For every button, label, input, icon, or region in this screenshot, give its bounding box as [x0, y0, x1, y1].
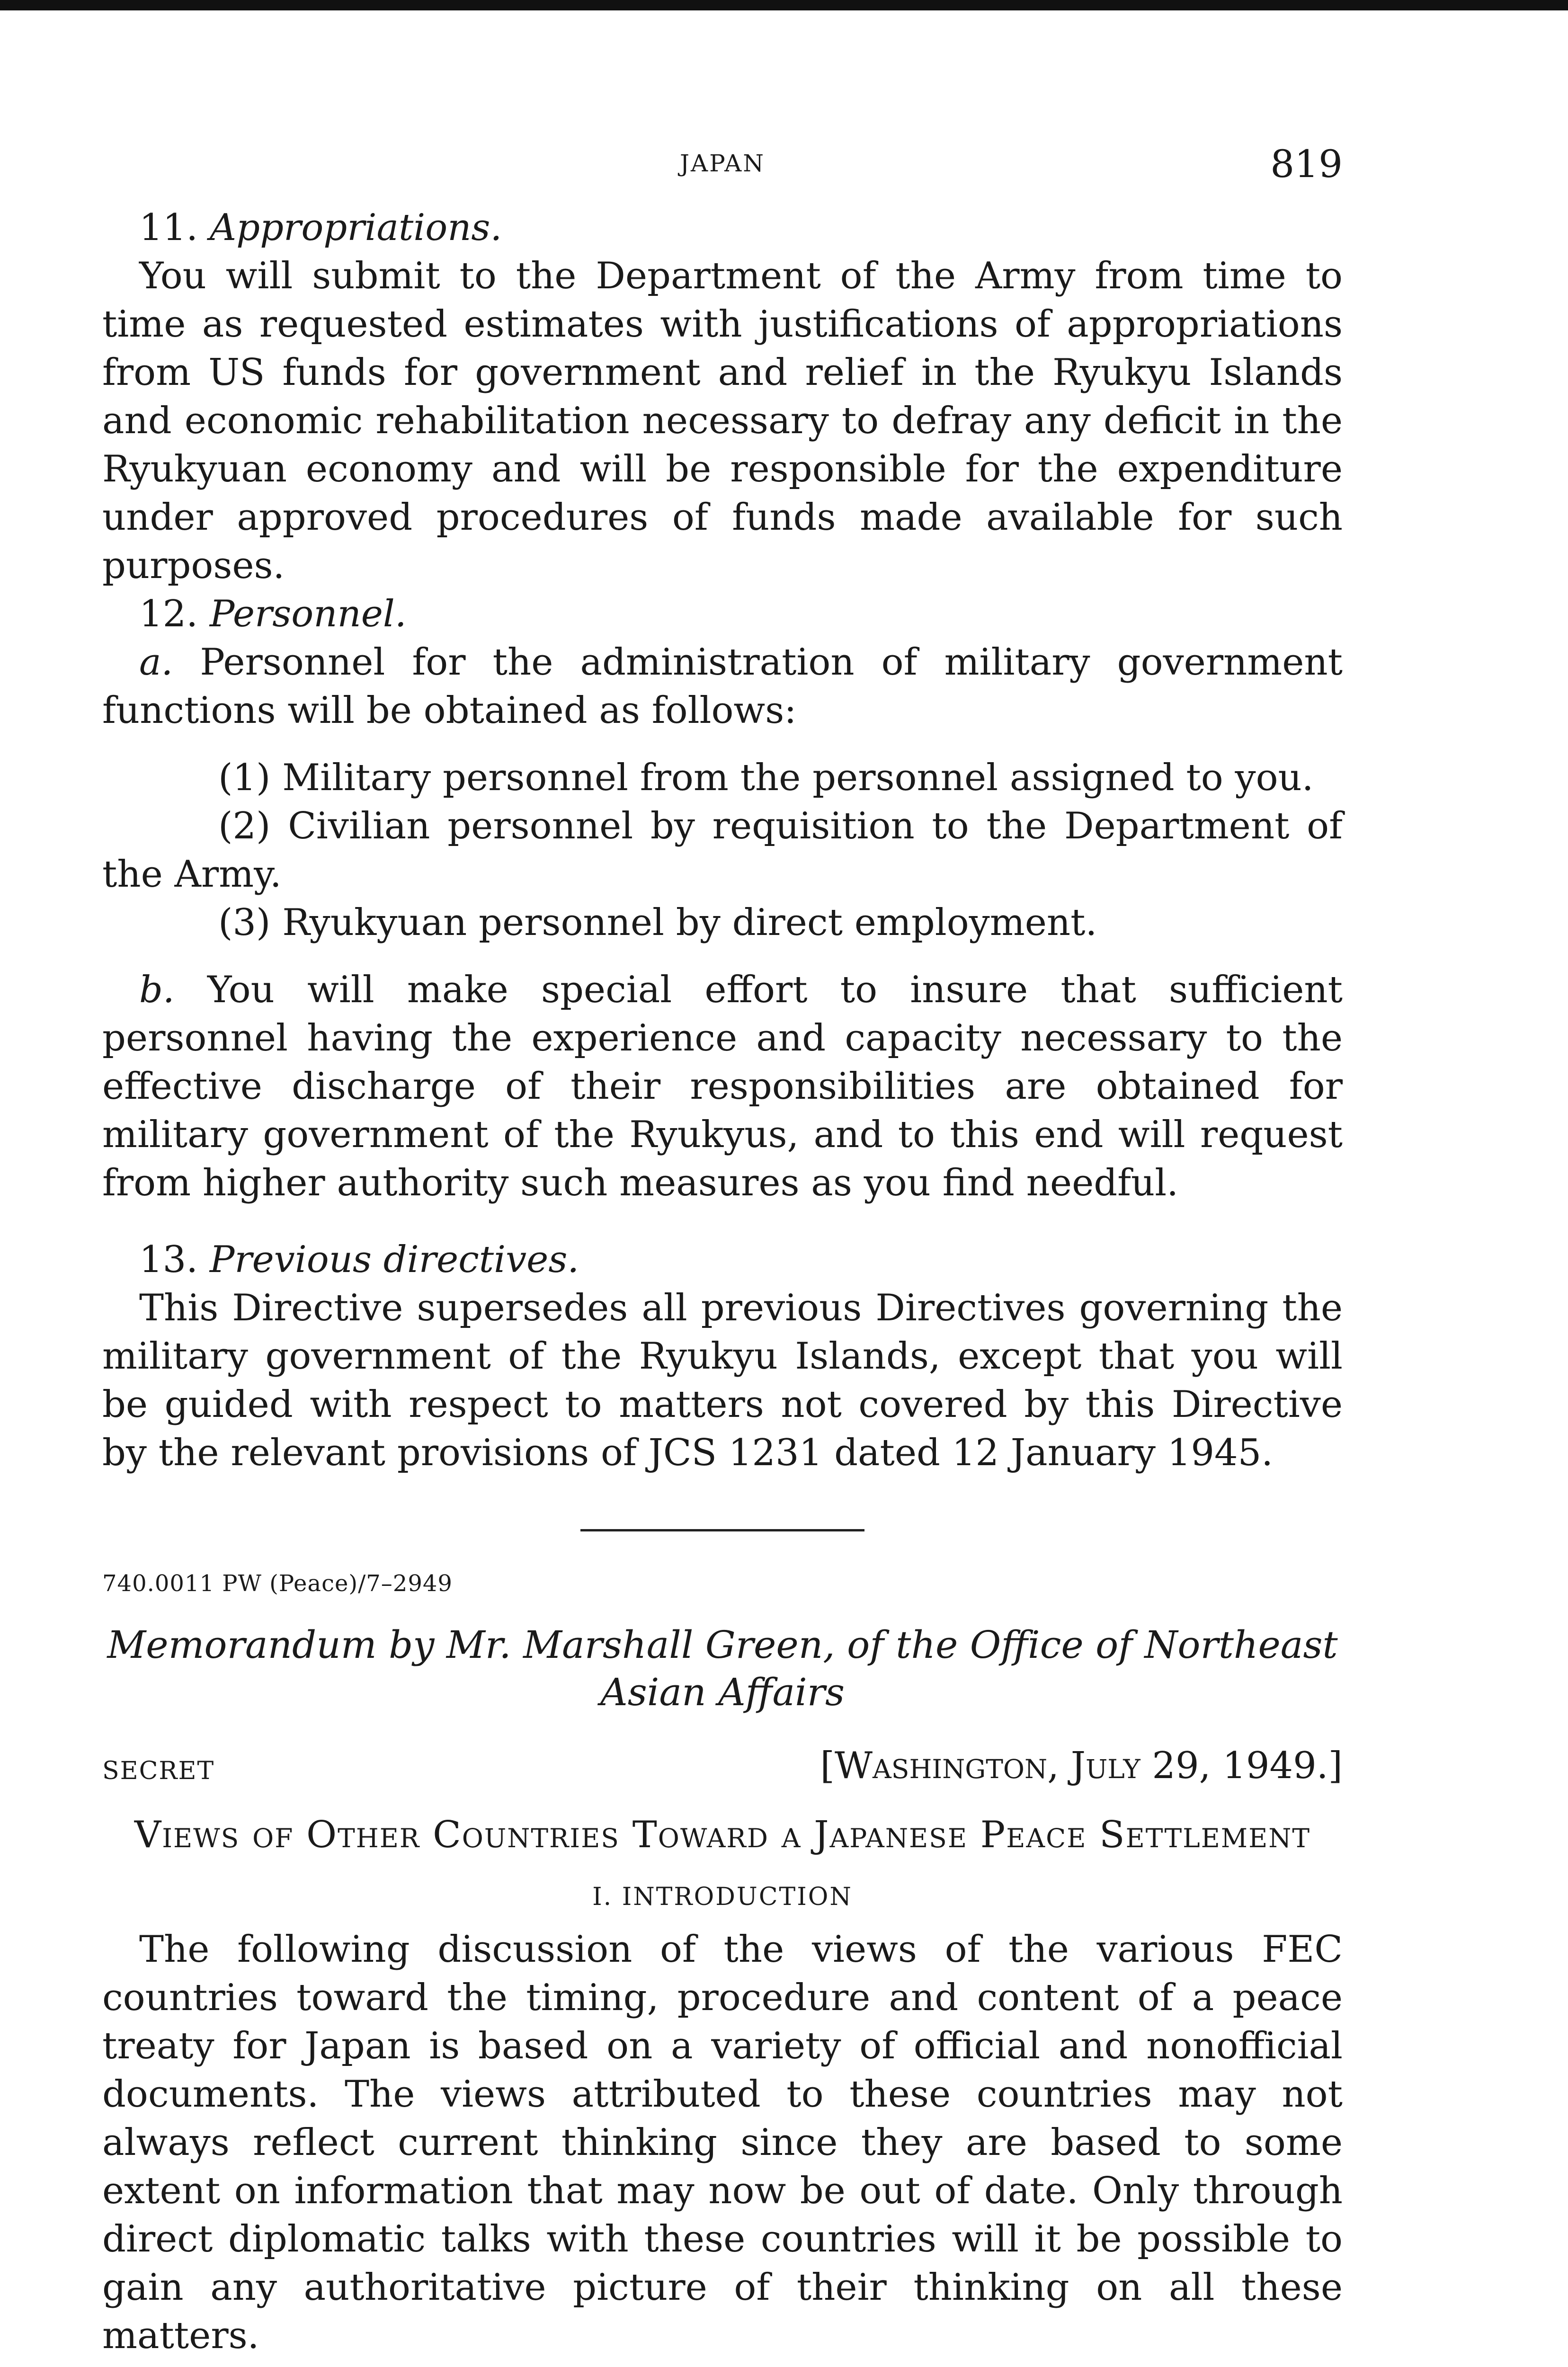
running-head-title: JAPAN [679, 150, 766, 177]
section-12-number: 12. [139, 593, 198, 635]
list-item-1: (1) Military personnel from the personnel assigned to you. [218, 756, 1314, 799]
section-11-heading [102, 204, 1343, 252]
section-12-a-paragraph [102, 638, 1343, 735]
list-item-2: (2) Civilian personnel by requisition to the Department of the Army. [102, 805, 1343, 896]
section-12-b-paragraph [102, 966, 1343, 1207]
section-13-title: Previous directives. [209, 1238, 579, 1281]
memo-paragraph-1: The following discussion of the views of the various FEC countries toward the timing, procedure and content of a peace treaty for Japan is based on a variety of official and nonofficial documents. The views attributed to these countries may not always reflect current thinking since they are based to some extent on information that may now be out of date. Only through direct diplomatic talks with these countries will it be possible to gain any authoritative picture of their thinking on all these matters. [102, 1928, 1343, 2357]
section-11-body: You will submit to the Department of the Army from time to time as requested estimates with justifications of appropriations from US funds for government and relief in the Ryukyu Islands and economic rehabilitation necessary to defray any deficit in the Ryukyuan economy and will be responsible for the expenditure under approved procedures of funds made available for such purposes. [102, 255, 1343, 587]
page-number: 819 [1270, 142, 1343, 186]
section-divider [580, 1529, 864, 1531]
memo-title: Memorandum by Mr. Marshall Green, of the Office of Northeast Asian Affairs [107, 1623, 1338, 1714]
top-border-rule [0, 0, 1568, 10]
running-head [102, 133, 1343, 204]
section-12-a-text: Personnel for the administration of military government functions will be obtained as follows: [102, 641, 1343, 732]
section-12-heading [102, 590, 1343, 638]
document-page [102, 133, 1343, 2367]
section-12-title: Personnel. [209, 593, 407, 635]
classification-line [102, 1744, 1343, 1797]
file-reference: 740.0011 PW (Peace)/7–2949 [102, 1570, 453, 1597]
classification: SECRET [102, 1757, 215, 1785]
section-12-b-text: You will make special effort to insure that sufficient personnel having the experience and capacity necessary to the effective discharge of their responsibilities are obtained for military government of the Ryukyus, and to this end will request from higher authority such measures as you find needful. [102, 969, 1343, 1204]
section-11-number: 11. [139, 206, 198, 249]
main-heading: Views of Other Countries Toward a Japanese Peace Settlement [134, 1814, 1311, 1856]
section-12-a-label: a. [139, 641, 173, 684]
list-item-3: (3) Ryukyuan personnel by direct employment. [218, 901, 1097, 944]
section-11-title: Appropriations. [209, 206, 502, 249]
section-12-b-label: b. [139, 969, 175, 1011]
dateline: [Washington, July 29, 1949.] [820, 1744, 1343, 1787]
section-13-number: 13. [139, 1238, 198, 1281]
section-13-body: This Directive supersedes all previous Directives governing the military government of the Ryukyu Islands, except that you will be guided with respect to matters not covered by this Directive by the relevant provisions of JCS 1231 dated 12 January 1945. [102, 1287, 1343, 1474]
section-13-heading [102, 1236, 1343, 1284]
sub-heading: I. INTRODUCTION [592, 1883, 853, 1911]
